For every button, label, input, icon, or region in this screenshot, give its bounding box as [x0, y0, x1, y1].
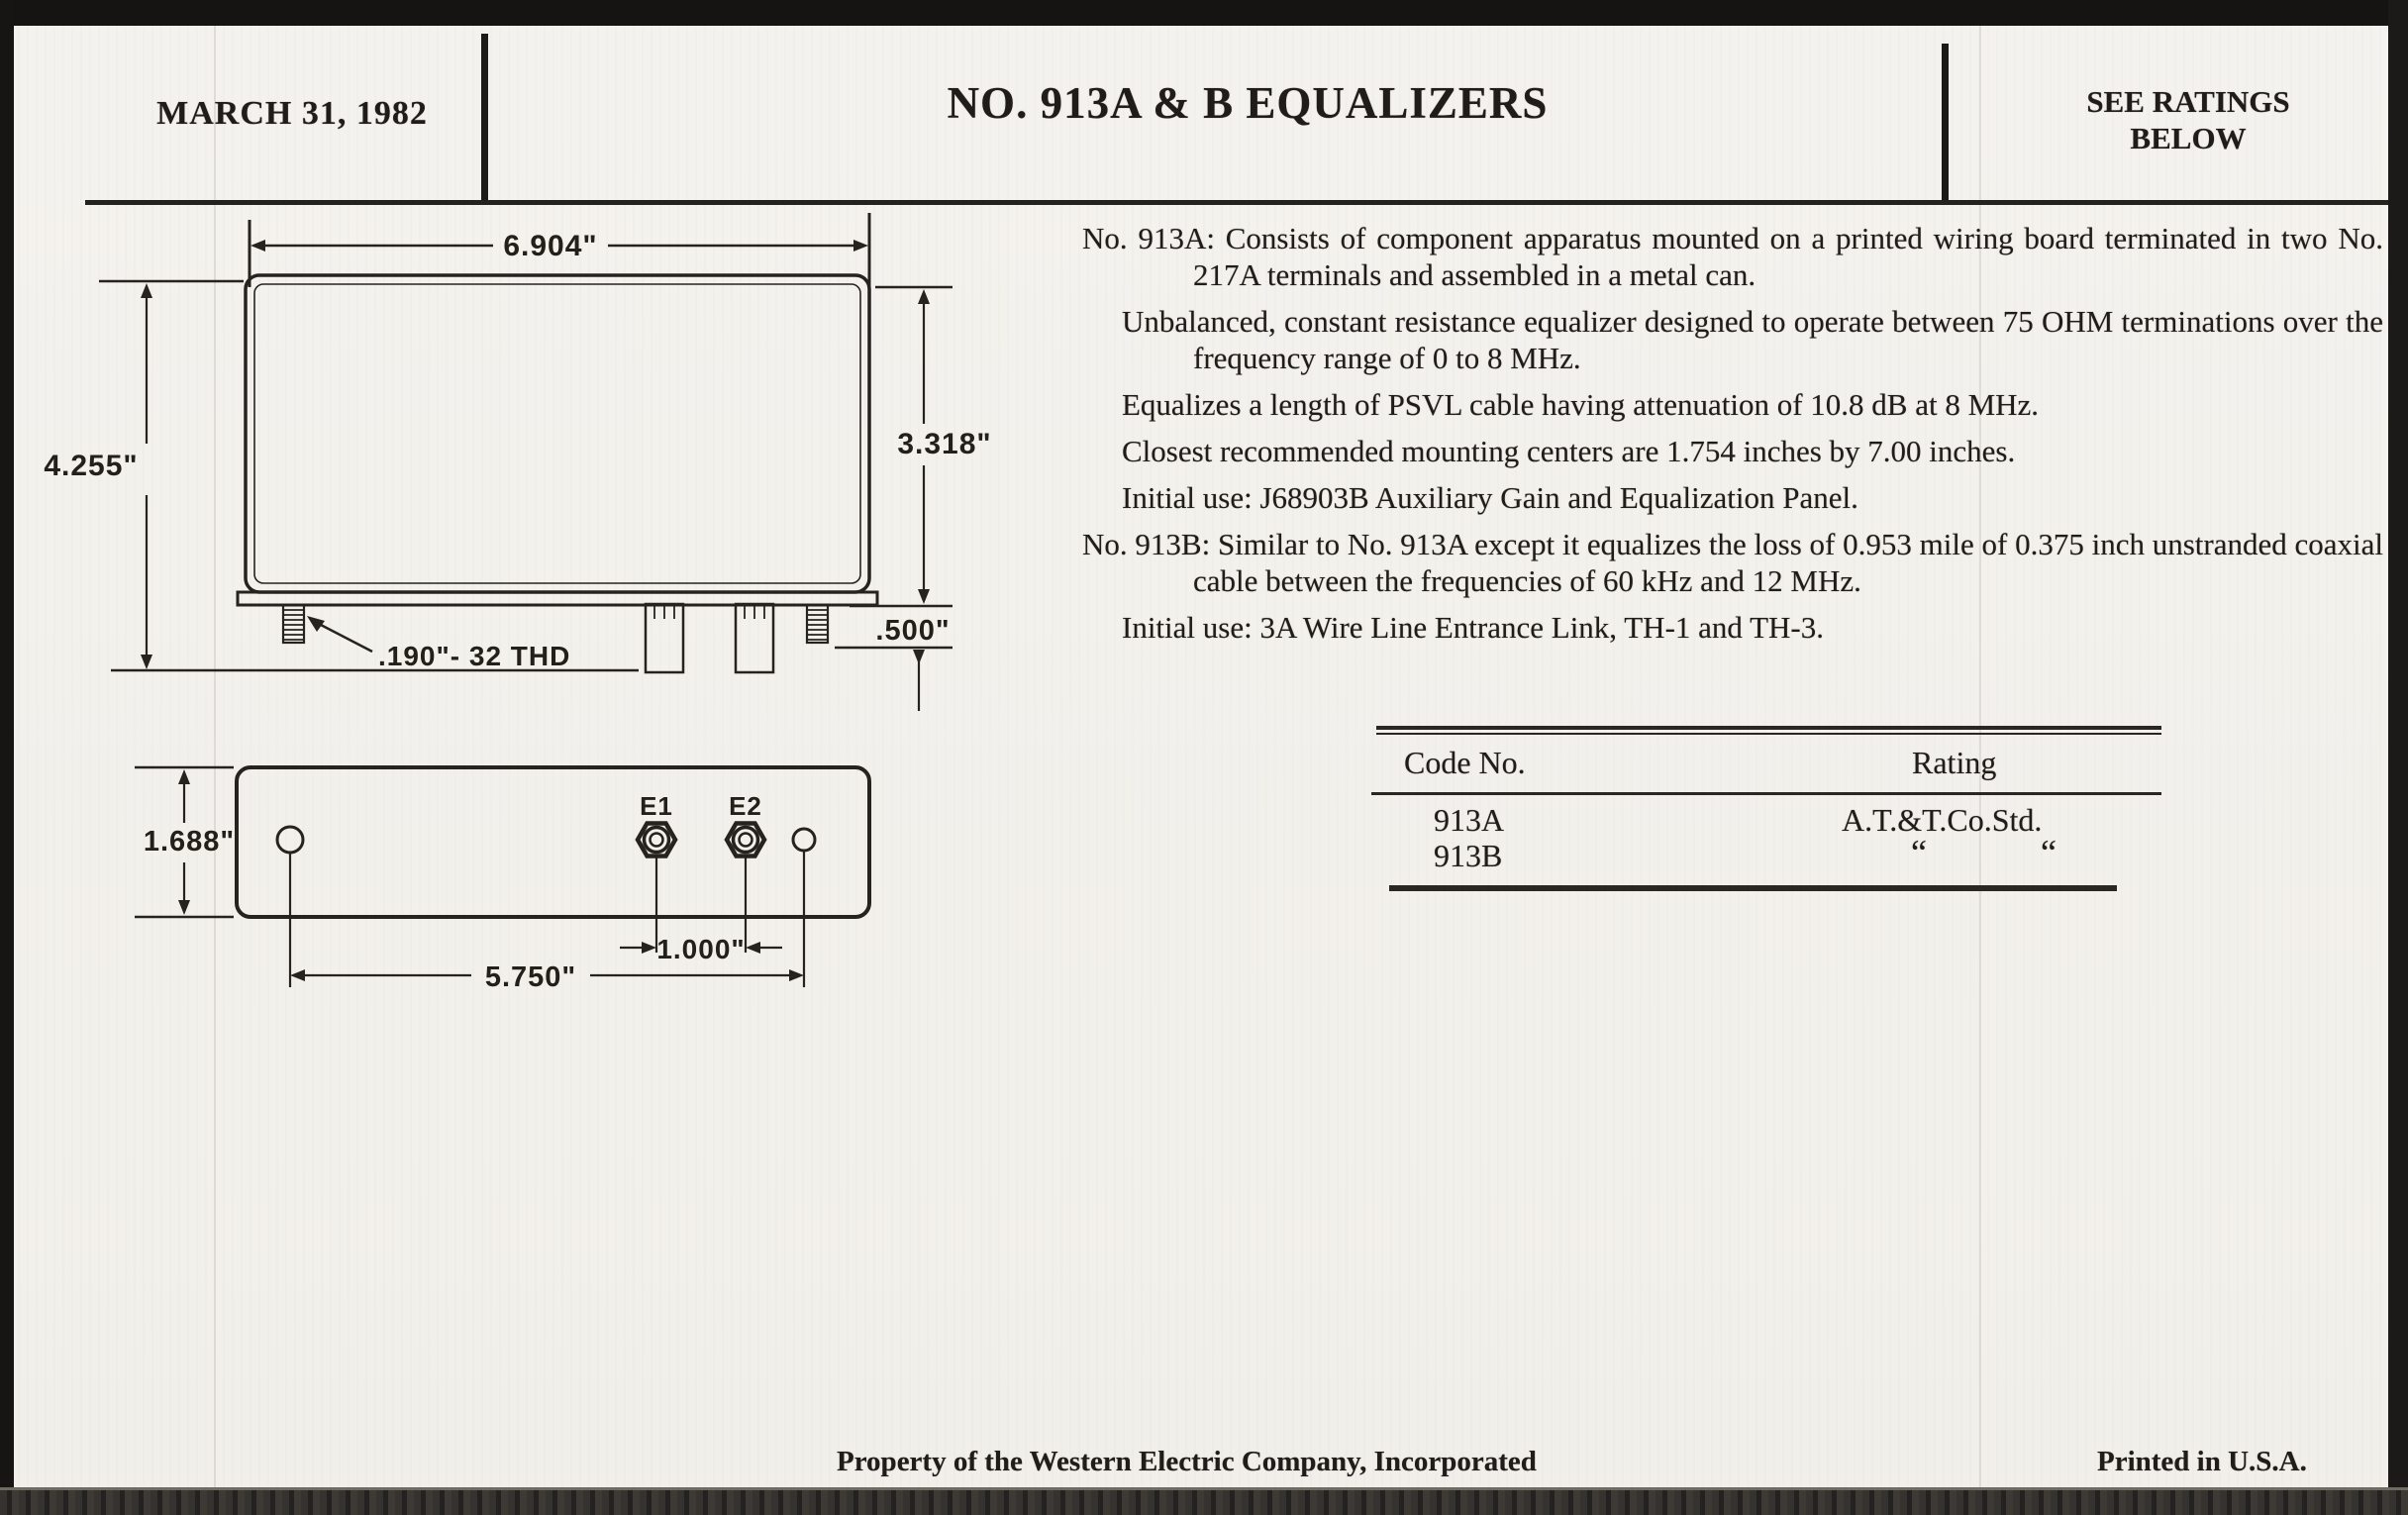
- can-outline-inner: [254, 284, 860, 583]
- mounting-hole-right: [793, 829, 815, 851]
- paragraph-initial-use-b: Initial use: 3A Wire Line Entrance Link, TH-1 and TH-3.: [1122, 610, 1824, 645]
- paragraph-mounting: Closest recommended mounting centers are 1.754 inches by 7.00 inches.: [1122, 434, 2016, 468]
- table-header-code: Code No.: [1404, 745, 1526, 780]
- scan-edge-right: [2388, 0, 2408, 1515]
- arrowhead: [789, 969, 804, 981]
- scan-edge-top: [0, 0, 2408, 26]
- drawing-side-view: [0, 208, 1069, 733]
- dim-label-height-right: 3.318": [897, 428, 992, 460]
- terminal-nut-e2: [727, 824, 764, 857]
- ratings-note-line1: SEE RATINGS: [2086, 84, 2290, 119]
- arrowhead: [178, 900, 190, 915]
- thread-note-label: .190"- 32 THD: [378, 641, 571, 671]
- printed-in-usa: Printed in U.S.A.: [2097, 1446, 2307, 1477]
- paragraph-equalizes: Equalizes a length of PSVL cable having attenuation of 10.8 dB at 8 MHz.: [1122, 387, 2040, 422]
- can-flange: [238, 592, 877, 605]
- terminal-label-e2: E2: [729, 791, 762, 821]
- ratings-note-line2: BELOW: [2130, 121, 2247, 155]
- arrowhead: [642, 942, 656, 954]
- terminal-label-e1: E1: [640, 791, 673, 821]
- arrowhead: [307, 616, 325, 632]
- leader-line: [319, 624, 372, 652]
- arrowhead: [141, 655, 152, 669]
- table-cell-code-913b: 913B: [1434, 838, 1503, 873]
- table-bottom-rule: [1389, 885, 2117, 891]
- can-outline-outer: [246, 275, 869, 592]
- terminal-217a-2: [736, 604, 773, 672]
- table-mid-rule: [1371, 792, 2161, 795]
- mounting-stud-right: [807, 605, 828, 643]
- dim-label-panel-height: 1.688": [143, 826, 236, 858]
- terminal-nut-e1: [638, 824, 675, 857]
- paragraph-913a: No. 913A: Consists of component apparatus mounted on a printed wiring board terminated in two No. 217A terminals and assembled in a metal can.: [1082, 221, 2383, 292]
- scan-edge-bottom: [0, 1487, 2408, 1515]
- paragraph-unbalanced: Unbalanced, constant resistance equalizer designed to operate between 75 OHM terminations over the frequency range of 0 to 8 MHz.: [1122, 304, 2383, 375]
- table-cell-code-913a: 913A: [1434, 802, 1505, 838]
- dim-label-height-left: 4.255": [44, 450, 139, 482]
- table-cell-rating-913a: A.T.&T.Co.Std.: [1842, 802, 2043, 838]
- dim-label-width: 6.904": [503, 230, 598, 262]
- terminal-217a-1: [646, 604, 683, 672]
- table-cell-ditto-left: “: [1911, 833, 1927, 872]
- header-rule: [85, 200, 2388, 205]
- ratings-table: [1371, 719, 2163, 897]
- table-top-rule-2: [1376, 733, 2161, 735]
- dim-label-hole-spacing: 5.750": [484, 961, 577, 993]
- arrowhead: [918, 589, 930, 604]
- mounting-hole-left: [277, 827, 303, 853]
- header-divider-right: [1942, 44, 1949, 200]
- dim-label-stud: .500": [875, 615, 951, 647]
- dim-label-terminal-spacing: 1.000": [656, 934, 746, 964]
- property-notice: Property of the Western Electric Company, Incorporated: [837, 1446, 1537, 1477]
- table-header-rating: Rating: [1912, 745, 1997, 780]
- mounting-stud-left: [283, 605, 304, 643]
- paragraph-913b: No. 913B: Similar to No. 913A except it equalizes the loss of 0.953 mile of 0.375 inch unstranded coaxial cable between the frequencies of 60 kHz and 12 MHz.: [1082, 527, 2383, 598]
- ratings-note: [2020, 83, 2357, 156]
- header-divider-left: [481, 34, 488, 200]
- table-top-rule-1: [1376, 726, 2161, 730]
- table-cell-ditto-right: “: [2041, 833, 2057, 872]
- scan-edge-left: [0, 0, 14, 1515]
- page-title: NO. 913A & B EQUALIZERS: [947, 78, 1549, 128]
- arrowhead: [853, 240, 868, 252]
- panel-outline: [237, 767, 869, 917]
- paragraph-initial-use-a: Initial use: J68903B Auxiliary Gain and Equalization Panel.: [1122, 480, 1858, 515]
- issue-date: MARCH 31, 1982: [156, 95, 428, 132]
- arrowhead: [746, 942, 760, 954]
- arrowhead: [290, 969, 305, 981]
- drawing-front-view: [0, 748, 1000, 1005]
- description-column: [1082, 220, 2383, 656]
